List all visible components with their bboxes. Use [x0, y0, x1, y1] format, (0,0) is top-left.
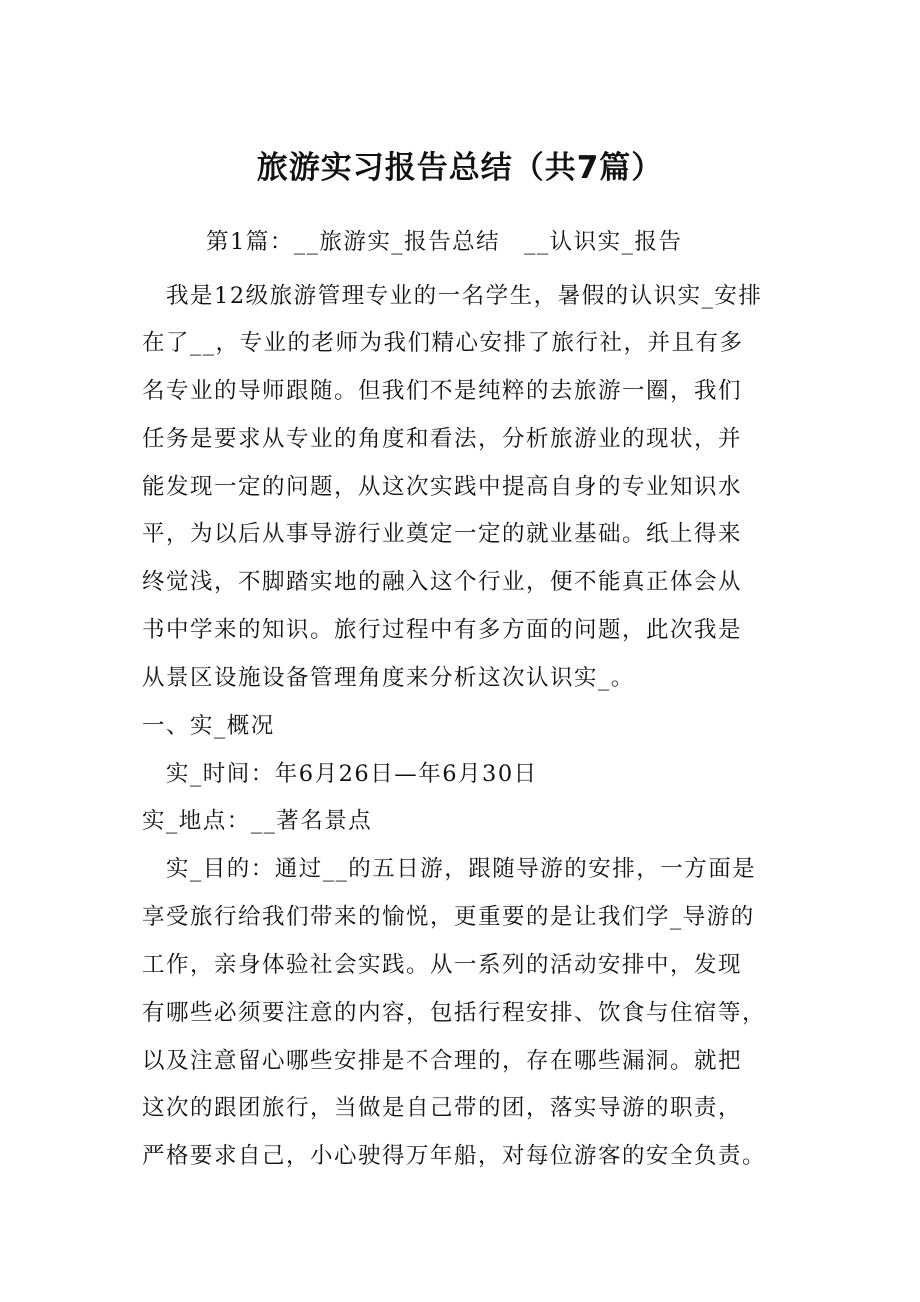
paragraph-line: 有哪些必须要注意的内容，包括行程安排、饮食与住宿等， [142, 1000, 767, 1026]
paragraph-line: 实_目的：通过__的五日游，跟随导游的安排，一方面是 [142, 856, 757, 882]
paragraph-line: 享受旅行给我们带来的愉悦，更重要的是让我们学_导游的 [142, 904, 755, 930]
paragraph-line: 名专业的导师跟随。但我们不是纯粹的去旅游一圈，我们 [142, 378, 743, 404]
document-title: 旅游实习报告总结（共7篇） [256, 150, 664, 186]
paragraph-line: 我是12级旅游管理专业的一名学生，暑假的认识实_安排 [142, 283, 763, 309]
paragraph-line: 从景区设施设备管理角度来分析这次认识实_。 [142, 665, 635, 691]
paragraph-line: 实_地点：__著名景点 [142, 808, 373, 834]
document-subtitle: 第1篇：__旅游实_报告总结 __认识实_报告 [206, 229, 683, 255]
paragraph-line: 平，为以后从事导游行业奠定一定的就业基础。纸上得来 [142, 521, 743, 547]
paragraph-line: 能发现一定的问题，从这次实践中提高自身的专业知识水 [142, 474, 743, 500]
paragraph-line: 任务是要求从专业的角度和看法，分析旅游业的现状，并 [142, 426, 743, 452]
paragraph-line: 以及注意留心哪些安排是不合理的，存在哪些漏洞。就把 [142, 1048, 743, 1074]
paragraph-line: 这次的跟团旅行，当做是自己带的团，落实导游的职责， [142, 1095, 743, 1121]
paragraph-line: 工作，亲身体验社会实践。从一系列的活动安排中，发现 [142, 952, 743, 978]
paragraph-line: 书中学来的知识。旅行过程中有多方面的问题，此次我是 [142, 617, 743, 643]
section-heading: 一、实_概况 [142, 713, 275, 739]
paragraph-line: 终觉浅，不脚踏实地的融入这个行业，便不能真正体会从 [142, 569, 743, 595]
paragraph-line: 实_时间：年6月26日—年6月30日 [142, 761, 538, 787]
paragraph-line: 严格要求自己，小心驶得万年船，对每位游客的安全负责。 [142, 1143, 767, 1169]
paragraph-line: 在了__，专业的老师为我们精心安排了旅行社，并且有多 [142, 330, 744, 356]
